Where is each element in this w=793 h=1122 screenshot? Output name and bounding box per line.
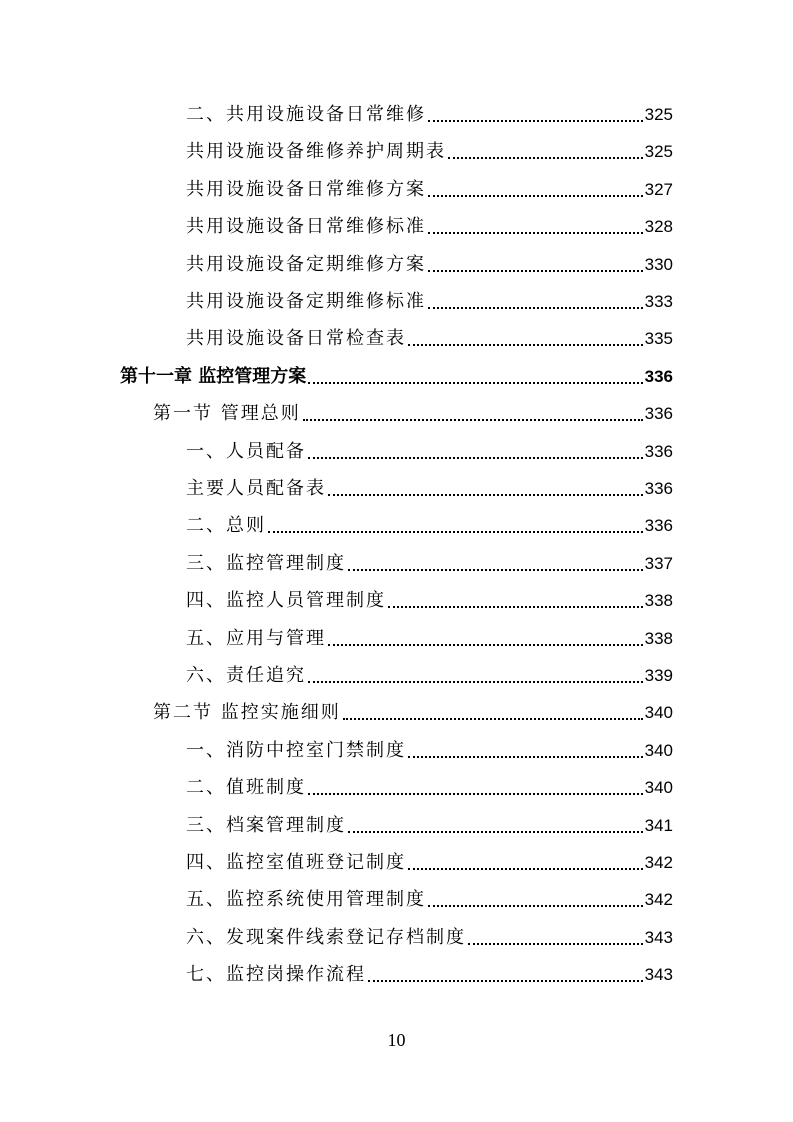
toc-item-entry [186,773,673,803]
toc-entry-title: 五、监控系统使用管理制度 [186,889,426,911]
toc-item-entry [186,287,673,317]
toc-entry-title: 共用设施设备日常检查表 [186,328,406,350]
toc-entry-page: 336 [644,479,673,498]
toc-dot-leader [308,382,642,384]
toc-item-entry [186,811,673,841]
toc-entry-title: 共用设施设备日常维修方案 [186,178,426,200]
toc-entry-title: 二、共用设施设备日常维修 [186,104,426,125]
toc-item-entry [186,848,673,878]
toc-dot-leader [348,569,643,571]
toc-dot-leader [428,195,643,197]
toc-dot-leader [428,120,643,122]
toc-item-entry [186,250,673,280]
toc-dot-leader [408,868,643,870]
toc-item-entry [186,437,673,467]
toc-entry-title: 共用设施设备维修养护周期表 [186,141,446,163]
toc-dot-leader [348,831,643,833]
toc-item-entry [186,923,673,953]
toc-entry-title: 五、应用与管理 [186,627,326,649]
toc-dot-leader [268,531,643,533]
toc-item-entry [186,474,673,504]
toc-entry-title: 四、监控室值班登记制度 [186,852,406,873]
toc-entry-title: 共用设施设备定期维修方案 [186,253,426,275]
toc-entry-title: 主要人员配备表 [186,478,326,499]
toc-entry-page: 330 [644,254,673,274]
toc-entry-title: 六、发现案件线索登记存档制度 [186,926,466,948]
toc-entry-page: 338 [644,591,673,611]
page-number: 10 [387,1030,406,1050]
toc-entry-page: 325 [644,105,673,124]
toc-entry-title: 三、监控管理制度 [186,552,346,574]
toc-entry-page: 340 [644,778,673,798]
toc-dot-leader [308,793,643,795]
toc-entry-page: 341 [644,815,673,835]
toc-entry-page: 343 [644,965,673,985]
toc-entry-page: 343 [644,927,673,947]
toc-entry-page: 342 [644,853,673,872]
toc-entry-page: 338 [644,628,673,648]
toc-dot-leader [408,756,643,758]
toc-item-entry [186,324,673,354]
toc-dot-leader [428,232,643,234]
toc-item-entry [186,960,673,990]
toc-entry-page: 340 [644,740,673,760]
toc-dot-leader [368,980,643,982]
toc-dot-leader [328,644,643,646]
toc-chapter-entry [120,362,673,392]
toc-entry-page: 333 [644,292,673,311]
toc-item-entry [186,137,673,167]
toc-entry-page: 328 [644,217,673,237]
toc-item-entry [186,624,673,654]
toc-entry-title: 第十一章 监控管理方案 [120,365,307,387]
toc-dot-leader [428,307,643,309]
toc-item-entry [186,511,673,541]
toc-entry-page: 337 [644,553,673,573]
toc-entry-title: 七、监控岗操作流程 [186,964,366,986]
toc-entry-page: 339 [644,666,673,685]
toc-dot-leader [328,494,643,496]
toc-entry-title: 第二节 监控实施细则 [153,702,341,724]
toc-entry-title: 二、值班制度 [186,777,306,799]
toc-entry-page: 327 [644,179,673,199]
toc-dot-leader [468,943,643,945]
toc-dot-leader [428,270,643,272]
toc-entry-page: 325 [644,142,673,162]
toc-item-entry [186,175,673,205]
toc-entry-page: 336 [644,441,673,461]
toc-entry-title: 一、消防中控室门禁制度 [186,739,406,761]
toc-entry-page: 335 [644,329,673,349]
toc-dot-leader [303,419,643,421]
toc-dot-leader [388,606,643,608]
toc-item-entry [186,661,673,691]
toc-entry-title: 二、总则 [186,515,266,537]
toc-entry-title: 六、责任追究 [186,665,306,686]
toc-item-entry [186,549,673,579]
toc-section-entry [153,698,673,728]
toc-dot-leader [308,457,643,459]
toc-entry-page: 342 [644,890,673,910]
toc-entry-title: 第一节 管理总则 [153,403,301,425]
toc-item-entry [186,736,673,766]
toc-entry-page: 340 [644,703,673,723]
toc-dot-leader [408,344,643,346]
toc-entry-page: 336 [644,366,673,386]
toc-entry-title: 共用设施设备定期维修标准 [186,291,426,312]
toc-entry-title: 三、档案管理制度 [186,814,346,836]
toc-entry-title: 一、人员配备 [186,440,306,462]
toc-entry-page: 336 [644,404,673,424]
toc-section-entry [153,399,673,429]
toc-dot-leader [308,681,643,683]
toc-item-entry [186,586,673,616]
toc-entry-page: 336 [644,516,673,536]
toc-item-entry [186,100,673,130]
toc-item-entry [186,212,673,242]
toc-dot-leader [428,905,643,907]
toc-entry-title: 四、监控人员管理制度 [186,590,386,612]
toc-item-entry [186,885,673,915]
toc-dot-leader [343,718,643,720]
toc-entry-title: 共用设施设备日常维修标准 [186,216,426,238]
toc-dot-leader [448,157,643,159]
